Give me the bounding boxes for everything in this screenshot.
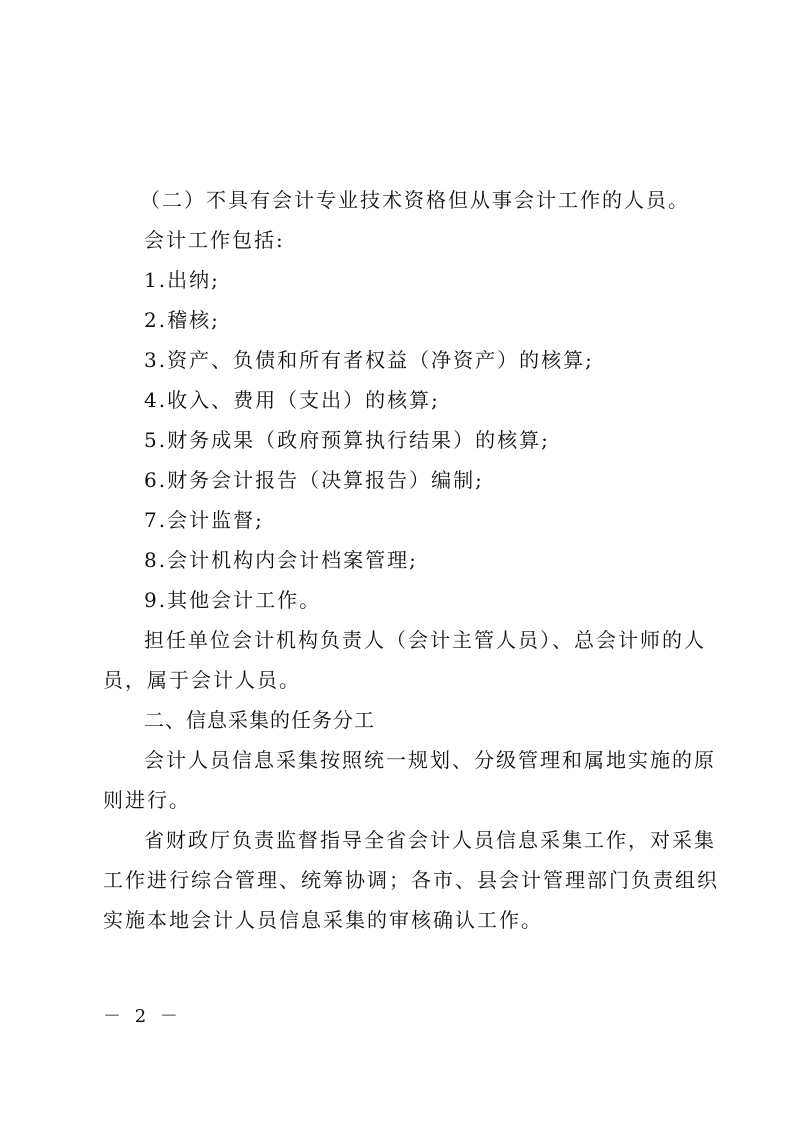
- list-item: 8.会计机构内会计档案管理;: [144, 548, 418, 572]
- paragraph-line: 实施本地会计人员信息采集的审核确认工作。: [103, 908, 543, 932]
- paragraph-line: 会计工作包括:: [144, 228, 285, 252]
- list-item: 3.资产、负债和所有者权益（净资产）的核算;: [144, 348, 594, 372]
- list-item: 9.其他会计工作。: [144, 588, 322, 612]
- paragraph-line: 担任单位会计机构负责人（会计主管人员）、总会计师的人: [144, 628, 706, 652]
- list-item: 2.稽核;: [144, 308, 220, 332]
- list-item: 5.财务成果（政府预算执行结果）的核算;: [144, 428, 550, 452]
- list-item: 1.出纳;: [144, 268, 220, 292]
- paragraph-line: 会计人员信息采集按照统一规划、分级管理和属地实施的原: [144, 748, 716, 772]
- paragraph-line: 则进行。: [103, 788, 191, 812]
- paragraph-line: 员，属于会计人员。: [103, 668, 301, 692]
- list-item: 6.财务会计报告（决算报告）编制;: [144, 468, 484, 492]
- page-number: － 2 －: [103, 1006, 182, 1027]
- list-item: 7.会计监督;: [144, 508, 264, 532]
- list-item: 4.收入、费用（支出）的核算;: [144, 388, 440, 412]
- paragraph-line: 省财政厅负责监督指导全省会计人员信息采集工作，对采集: [144, 828, 716, 852]
- paragraph-line: 工作进行综合管理、统筹协调；各市、县会计管理部门负责组织: [103, 868, 719, 892]
- paragraph-line: （二）不具有会计专业技术资格但从事会计工作的人员。: [140, 188, 690, 212]
- section-heading: 二、信息采集的任务分工: [144, 708, 375, 732]
